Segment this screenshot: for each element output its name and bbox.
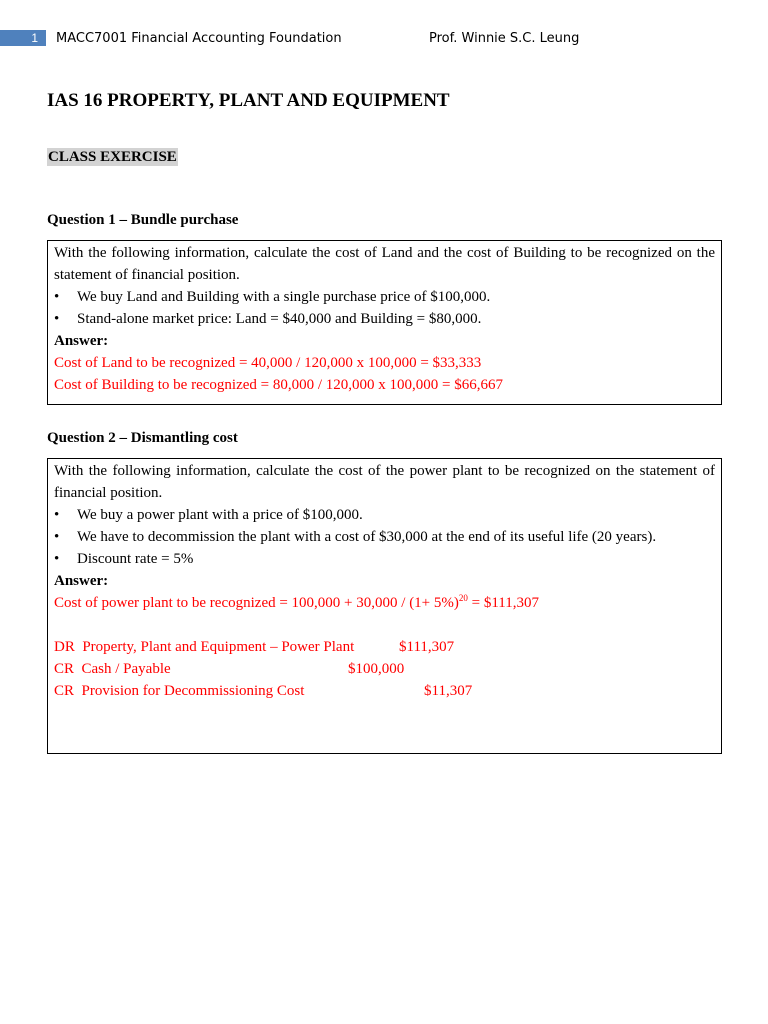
question-1-bullets bbox=[54, 286, 715, 330]
bullet-icon: • bbox=[54, 311, 60, 327]
class-exercise-label: CLASS EXERCISE bbox=[48, 149, 177, 165]
course-name: MACC7001 Financial Accounting Foundation bbox=[56, 31, 342, 46]
list-item: • Stand-alone market price: Land = $40,000 and Building = $80,000. bbox=[54, 308, 715, 330]
land-cost-answer: Cost of Land to be recognized = 40,000 / 120,000 x 100,000 = $33,333 bbox=[54, 355, 482, 371]
question-2-intro: With the following information, calculate the cost of the power plant to be recognized on the statement of financial position. bbox=[54, 463, 715, 501]
bullet-icon: • bbox=[54, 289, 60, 305]
list-item: • We buy Land and Building with a single purchase price of $100,000. bbox=[54, 286, 715, 308]
bullet-icon: • bbox=[54, 551, 60, 567]
question-1-intro: With the following information, calculate the cost of Land and the cost of Building to be recognized on the statement of financial position. bbox=[54, 245, 715, 283]
journal-entry-cr-provision: CR Provision for Decommissioning Cost $11,307 bbox=[54, 683, 473, 699]
journal-entry-dr-ppe: DR Property, Plant and Equipment – Power Plant $111,307 bbox=[54, 639, 455, 655]
page-number: 1 bbox=[0, 30, 46, 46]
answer-label: Answer: bbox=[54, 573, 109, 589]
question-1-heading: Question 1 – Bundle purchase bbox=[47, 212, 239, 228]
bullet-icon: • bbox=[54, 529, 60, 545]
list-item: • We buy a power plant with a price of $100,000. bbox=[54, 504, 715, 526]
power-plant-cost-formula: Cost of power plant to be recognized = $100,000 + 30,000 / (1+ 5\%)^{20}$ = $111,307 bbox=[54, 593, 539, 611]
question-2-heading: Question 2 – Dismantling cost bbox=[47, 430, 238, 446]
list-item: • Discount rate = 5% bbox=[54, 548, 715, 570]
list-item: • We have to decommission the plant with a cost of $30,000 at the end of its useful life (20 years). bbox=[54, 526, 715, 548]
question-2-box bbox=[47, 458, 722, 754]
document-title: IAS 16 PROPERTY, PLANT AND EQUIPMENT bbox=[47, 90, 450, 111]
journal-entry-cr-cash: CR Cash / Payable $100,000 bbox=[54, 661, 405, 677]
answer-label: Answer: bbox=[54, 333, 109, 349]
question-2-bullets bbox=[54, 504, 715, 570]
professor-name: Prof. Winnie S.C. Leung bbox=[429, 31, 580, 46]
bullet-icon: • bbox=[54, 507, 60, 523]
building-cost-answer: Cost of Building to be recognized = 80,000 / 120,000 x 100,000 = $66,667 bbox=[54, 377, 503, 393]
question-1-box bbox=[47, 240, 722, 405]
